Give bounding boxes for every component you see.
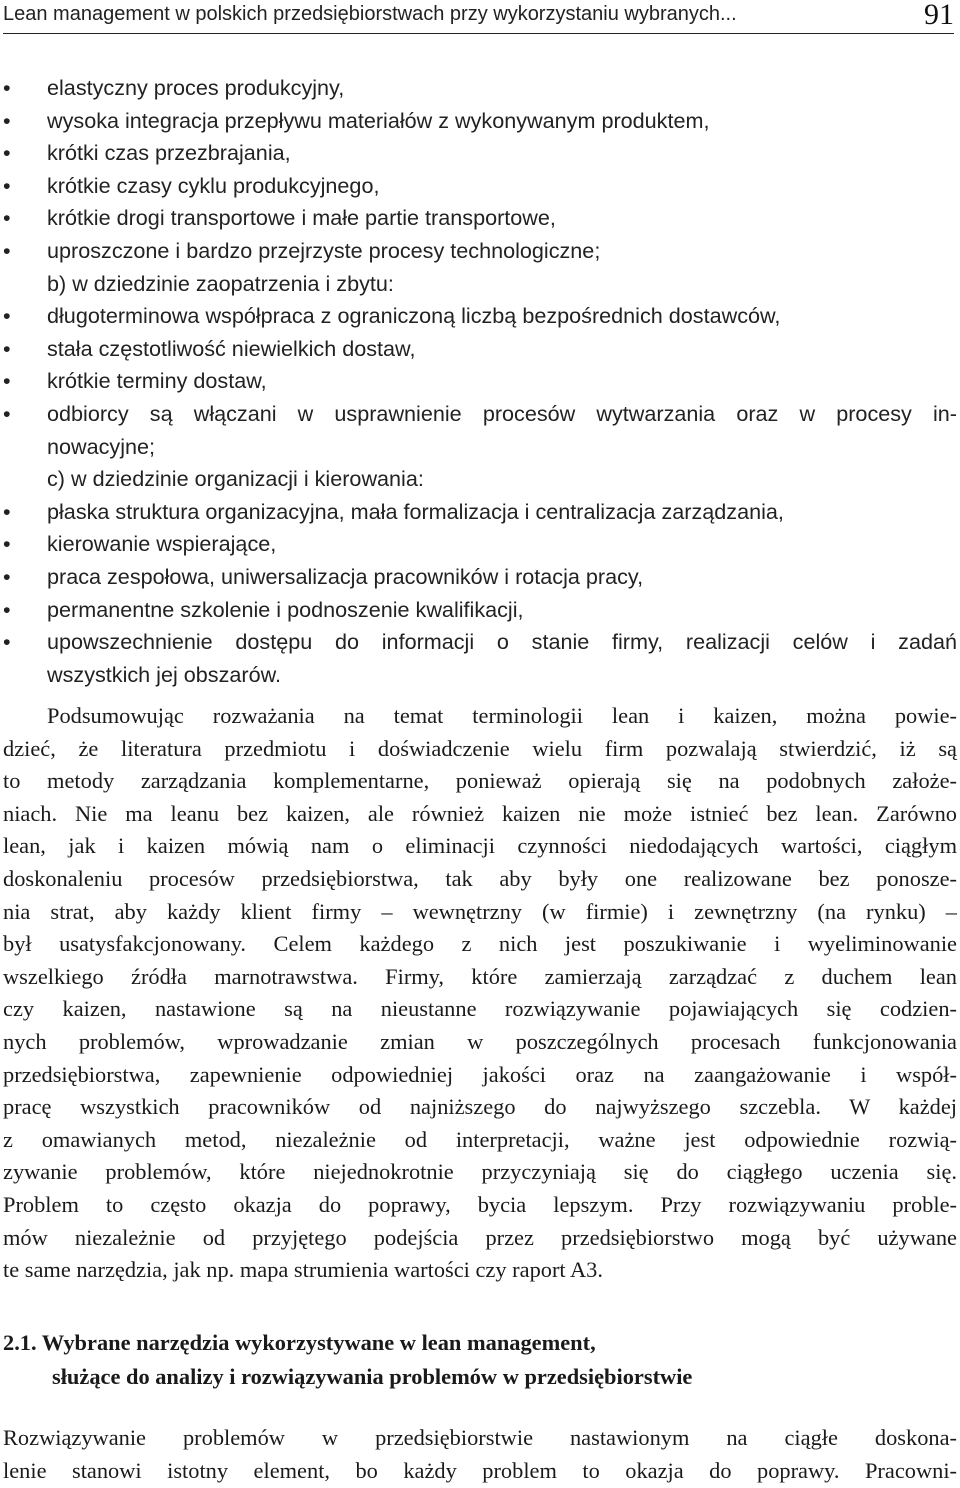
paragraph-line: te same narzędzia, jak np. mapa strumienia wartości czy raport A3. <box>3 1257 603 1283</box>
list-item <box>3 137 957 170</box>
paragraph-line: był usatysfakcjonowany. Celem każdego z nich jest poszukiwanie i wyeliminowanie <box>3 931 957 957</box>
list-item-text: krótkie czasy cyklu produkcyjnego, <box>47 172 380 198</box>
paragraph-line: Podsumowując rozważania na temat terminologii lean i kaizen, można powie- <box>47 703 957 728</box>
list-item-text: nowacyjne; <box>47 433 156 459</box>
paragraph-line: z omawianych metod, niezależnie od interpretacji, ważne jest odpowiednie rozwią- <box>3 1126 957 1152</box>
list-item <box>3 300 957 333</box>
paragraph-line: lean, jak i kaizen mówią nam o eliminacji czynności niedodających wartości, ciągłym <box>3 833 957 859</box>
list-item <box>3 626 957 659</box>
list-item <box>3 659 957 692</box>
paragraph-line: zywanie problemów, które niejednokrotnie przyczyniają się do ciągłego uczenia się. <box>3 1159 957 1185</box>
paragraph-line: mów niezależnie od przyjętego podejścia przez przedsiębiorstwo mogą być używane <box>3 1224 957 1250</box>
closing-line: lenie stanowi istotny element, bo każdy problem to okazja do poprawy. Pracowni- <box>3 1458 957 1483</box>
section-title-line-1: Wybrane narzędzia wykorzystywane w lean management, <box>41 1330 596 1355</box>
list-item <box>3 561 957 594</box>
paragraph-line: przedsiębiorstwa, zapewnienie odpowiedniej jakości oraz na zaangażowanie i współ- <box>3 1061 957 1087</box>
list-item-text: c) w dziedzinie organizacji i kierowania: <box>47 466 424 492</box>
bullet-marker: • <box>3 238 11 263</box>
list-item-text: wszystkich jej obszarów. <box>47 661 282 687</box>
bullet-marker: • <box>3 303 11 329</box>
list-item <box>3 496 957 529</box>
list-item-text: wysoka integracja przepływu materiałów z wykonywanym produktem, <box>47 107 710 133</box>
list-item <box>3 105 957 138</box>
bullet-marker: • <box>3 205 11 231</box>
bullet-marker: • <box>3 629 11 655</box>
paragraph-line: doskonaleniu procesów przedsiębiorstwa, tak aby były one realizowane bez ponosze- <box>3 866 957 891</box>
list-item-text: długoterminowa współpraca z ograniczoną liczbą bezpośrednich dostawców, <box>47 303 781 329</box>
list-item <box>3 170 957 203</box>
list-item-text: upowszechnienie dostępu do informacji o stanie firmy, realizacji celów i zadań <box>47 629 957 655</box>
section-heading-line-2 <box>52 1360 960 1394</box>
list-item <box>3 333 957 366</box>
list-item-text: płaska struktura organizacyjna, mała formalizacja i centralizacja zarządzania, <box>47 498 784 524</box>
bullet-marker: • <box>3 401 11 426</box>
bullet-marker: • <box>3 335 11 361</box>
list-item-text: uproszczone i bardzo przejrzyste procesy technologiczne; <box>47 238 601 263</box>
list-item-text: praca zespołowa, uniwersalizacja pracowników i rotacja pracy, <box>47 564 644 589</box>
list-item-text: kierowanie wspierające, <box>47 531 277 557</box>
section-number: 2.1. <box>3 1330 37 1355</box>
list-item <box>3 268 957 301</box>
list-item <box>3 398 957 431</box>
list-item <box>3 594 957 627</box>
list-item-text: krótki czas przezbrajania, <box>47 140 291 166</box>
section-heading-line-1 <box>3 1326 957 1360</box>
list-item-text: stała częstotliwość niewielkich dostaw, <box>47 335 416 361</box>
bullet-marker: • <box>3 172 11 198</box>
list-item-text: permanentne szkolenie i podnoszenie kwalifikacji, <box>47 596 524 622</box>
list-item <box>3 235 957 268</box>
paragraph-line: niach. Nie ma leanu bez kaizen, ale również kaizen nie może istnieć bez lean. Zarówno <box>3 800 957 826</box>
page-number: 91 <box>924 0 954 31</box>
running-title: Lean management w polskich przedsiębiorstwach przy wykorzystaniu wybranych... <box>3 3 737 25</box>
list-item-text: elastyczny proces produkcyjny, <box>47 75 345 100</box>
list-item-text: odbiorcy są włączani w usprawnienie procesów wytwarzania oraz w procesy in- <box>47 401 957 426</box>
list-item <box>3 463 957 496</box>
bullet-marker: • <box>3 107 11 133</box>
bullet-marker: • <box>3 596 11 622</box>
bullet-marker: • <box>3 564 11 589</box>
list-item <box>3 365 957 398</box>
bullet-marker: • <box>3 140 11 166</box>
section-title-line-2: służące do analizy i rozwiązywania problemów w przedsiębiorstwie <box>52 1364 693 1389</box>
list-item-text: krótkie terminy dostaw, <box>47 368 267 394</box>
list-item <box>3 431 957 464</box>
paragraph-line: pracę wszystkich pracowników od najniższego do najwyższego szczebla. W każdej <box>3 1094 957 1120</box>
list-item-text: krótkie drogi transportowe i małe partie transportowe, <box>47 205 556 231</box>
list-item <box>3 72 957 105</box>
paragraph-line: nych problemów, wprowadzanie zmian w poszczególnych procesach funkcjonowania <box>3 1029 957 1054</box>
closing-line: Rozwiązywanie problemów w przedsiębiorstwie nastawionym na ciągłe doskona- <box>3 1425 957 1450</box>
list-item <box>3 528 957 561</box>
bullet-marker: • <box>3 531 11 557</box>
paragraph-line: Problem to często okazja do poprawy, bycia lepszym. Przy rozwiązywaniu proble- <box>3 1192 957 1217</box>
bullet-marker: • <box>3 368 11 394</box>
paragraph-line: wszelkiego źródła marnotrawstwa. Firmy, które zamierzają zarządzać z duchem lean <box>3 963 957 989</box>
paragraph-line: nia strat, aby każdy klient firmy – wewnętrzny (w firmie) i zewnętrzny (na rynku) – <box>3 898 957 924</box>
list-item <box>3 202 957 235</box>
bullet-marker: • <box>3 75 11 100</box>
paragraph-line: to metody zarządzania komplementarne, ponieważ opierają się na podobnych założe- <box>3 768 957 794</box>
bullet-marker: • <box>3 498 11 524</box>
list-item-text: b) w dziedzinie zaopatrzenia i zbytu: <box>47 270 394 296</box>
paragraph-line: dzieć, że literatura przedmiotu i doświadczenie wielu firm pozwalają stwierdzić, iż są <box>3 735 957 761</box>
paragraph-line: czy kaizen, nastawione są na nieustanne rozwiązywanie pojawiających się codzien- <box>3 996 957 1022</box>
page-header <box>3 0 954 34</box>
